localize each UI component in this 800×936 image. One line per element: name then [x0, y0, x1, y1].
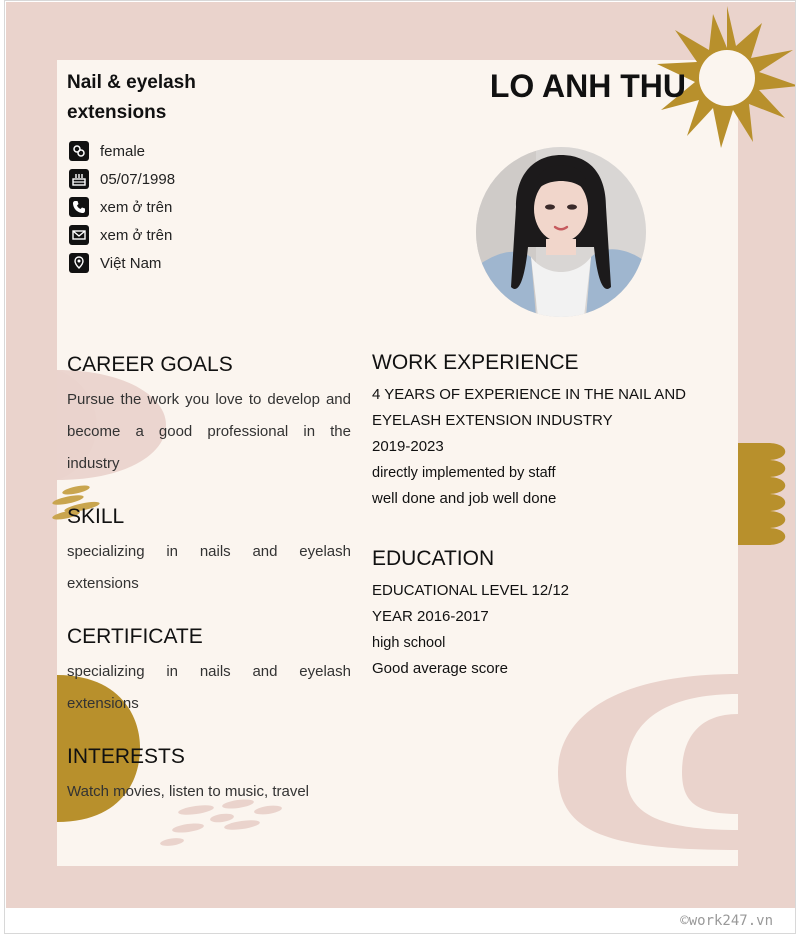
- interests-text: Watch movies, listen to music, travel: [67, 783, 310, 800]
- gold-waves-shape: [738, 443, 785, 545]
- contact-value: xem ở trên: [100, 226, 173, 244]
- work-result: well done and job well done: [372, 490, 557, 507]
- education-period: YEAR 2016-2017: [372, 608, 489, 625]
- skill-heading: SKILL: [67, 505, 125, 528]
- work-description: directly implemented by staff: [372, 465, 556, 481]
- work-period: 2019-2023: [372, 438, 444, 455]
- job-title: Nail & eyelash extensions: [67, 72, 196, 123]
- contact-gender: [69, 140, 329, 162]
- location-pin-icon: [69, 253, 89, 273]
- contact-location: [69, 252, 329, 274]
- education-school: high school: [372, 635, 446, 651]
- contact-phone: [69, 196, 329, 218]
- certificate-heading: CERTIFICATE: [67, 625, 203, 648]
- cv-background: [6, 2, 796, 908]
- contact-email: [69, 224, 329, 246]
- contact-value: Việt Nam: [100, 254, 162, 272]
- education-score: Good average score: [372, 660, 508, 677]
- interests-heading: INTERESTS: [67, 745, 185, 768]
- copyright-text: ©work247.vn: [680, 913, 773, 929]
- candidate-name: LO ANH THU: [489, 68, 686, 104]
- cv-frame: [4, 0, 796, 934]
- skill-text: specializing in nails and eyelash extensions: [67, 543, 351, 592]
- contact-value: xem ở trên: [100, 198, 173, 216]
- gender-icon: [69, 141, 89, 161]
- footer: [5, 908, 795, 934]
- education-level: EDUCATIONAL LEVEL 12/12: [372, 582, 570, 599]
- profile-photo: [476, 147, 646, 317]
- career-goals-text: Pursue the work you love to develop and become a good professional in the industry: [67, 391, 351, 472]
- contact-birthday: [69, 168, 329, 190]
- portrait-illustration: [476, 147, 646, 317]
- education-heading: EDUCATION: [372, 547, 495, 570]
- birthday-cake-icon: [69, 169, 89, 189]
- certificate-text: specializing in nails and eyelash extensions: [67, 663, 351, 712]
- work-position: 4 YEARS OF EXPERIENCE IN THE NAIL AND EYELASH EXTENSION INDUSTRY: [372, 386, 686, 429]
- contact-value: 05/07/1998: [100, 170, 176, 188]
- career-goals-heading: CAREER GOALS: [67, 353, 233, 376]
- pink-arch-inner-shape: [682, 714, 738, 814]
- phone-icon: [69, 197, 89, 217]
- mail-icon: [69, 225, 89, 245]
- contact-value: female: [100, 142, 146, 160]
- work-experience-heading: WORK EXPERIENCE: [372, 351, 579, 374]
